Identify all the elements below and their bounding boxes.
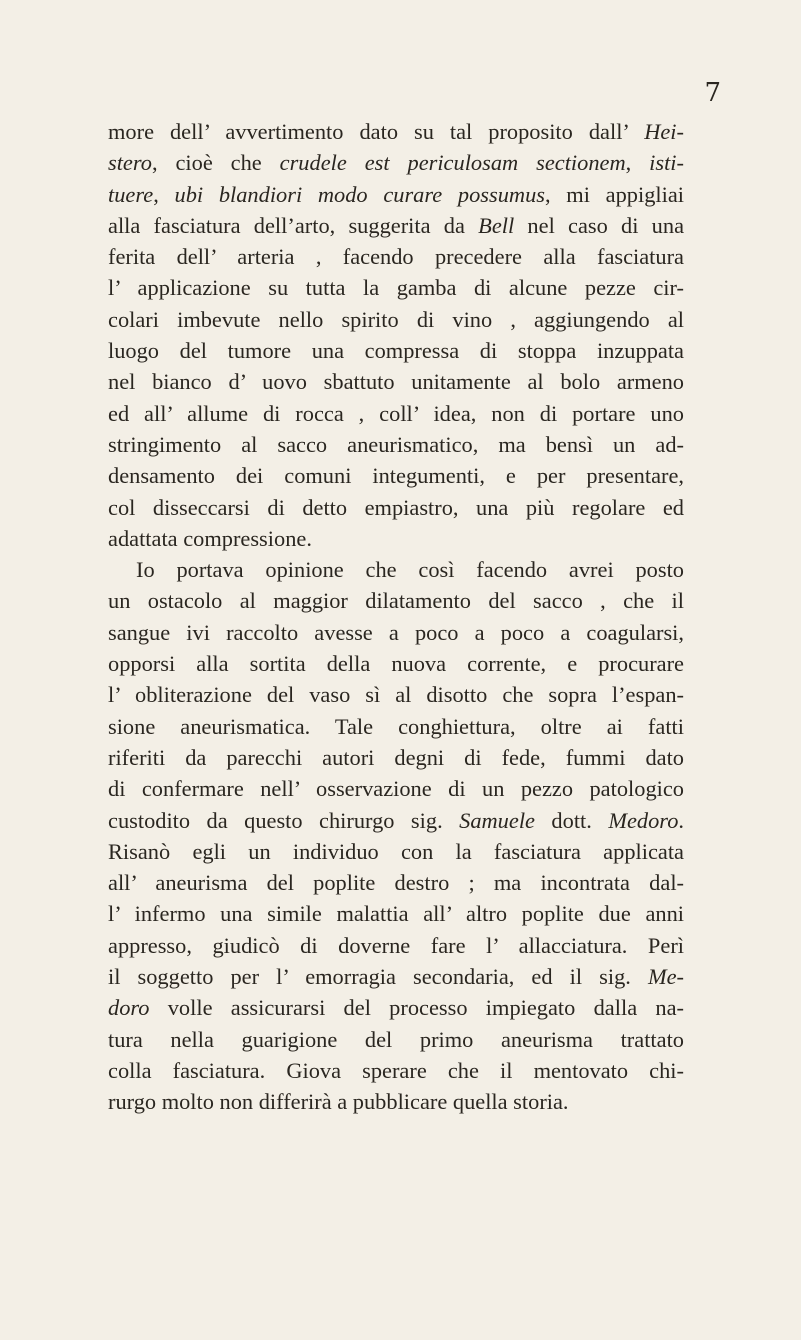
text-line [108, 617, 684, 648]
text-line [108, 492, 684, 523]
text-line [108, 930, 684, 961]
text-line [108, 241, 684, 272]
body-text [108, 116, 684, 1118]
italic-text: isti- [649, 150, 684, 176]
text-segment: Io portava opinione che così facendo avrei posto [136, 557, 684, 583]
text-line [108, 147, 684, 178]
text-segment: adattata compressione. [108, 525, 312, 551]
italic-text: tuere [108, 181, 154, 207]
text-line [108, 554, 684, 585]
text-segment: sangue ivi raccolto avesse a poco a poco a coagularsi, [108, 619, 684, 645]
page-number: 7 [704, 78, 721, 108]
text-segment: all’ aneurisma del poplite destro ; ma incontrata dal- [108, 870, 684, 896]
italic-text: doro [108, 995, 150, 1021]
text-segment: di confermare nell’ osservazione di un pezzo patologico [108, 776, 684, 802]
text-line [108, 116, 684, 147]
text-segment: nel bianco d’ uovo sbattuto unitamente al bolo armeno [108, 369, 684, 395]
text-segment: luogo del tumore una compressa di stoppa inzuppata [108, 338, 684, 364]
text-line [108, 179, 684, 210]
text-segment: sione aneurismatica. Tale conghiettura, oltre ai fatti [108, 713, 684, 739]
text-segment: opporsi alla sortita della nuova corrente, e procurare [108, 651, 684, 677]
text-line [108, 585, 684, 616]
text-line [108, 648, 684, 679]
text-line [108, 773, 684, 804]
text-line [108, 867, 684, 898]
text-segment: l’ obliterazione del vaso sì al disotto che sopra l’espan- [108, 682, 684, 708]
text-line [108, 679, 684, 710]
text-segment: colari imbevute nello spirito di vino , aggiungendo al [108, 306, 684, 332]
italic-text: crudele est periculosam sectionem [279, 150, 626, 176]
italic-text: Hei- [644, 119, 684, 144]
text-line [108, 398, 684, 429]
text-line [108, 836, 684, 867]
italic-text: Medoro [608, 807, 679, 833]
italic-text: Samuele [459, 807, 535, 833]
text-segment: tura nella guarigione del primo aneurisma trattato [108, 1026, 684, 1052]
text-segment: l’ applicazione su tutta la gamba di alcune pezze cir- [108, 275, 684, 301]
text-segment: rurgo molto non differirà a pubblicare quella storia. [108, 1089, 569, 1115]
text-line [108, 805, 684, 836]
text-line [108, 711, 684, 742]
text-segment: riferiti da parecchi autori degni di fede, fummi dato [108, 744, 684, 770]
text-segment: col disseccarsi di detto empiastro, una più regolare ed [108, 494, 684, 520]
italic-text: ubi blandiori modo curare possumus [174, 181, 545, 207]
text-line [108, 304, 684, 335]
text-line [108, 898, 684, 929]
text-line [108, 366, 684, 397]
text-line [108, 210, 684, 241]
text-segment: dott. [534, 807, 609, 833]
text-segment: il soggetto per l’ emorragia secondaria, ed il sig. [108, 964, 648, 990]
text-segment: stringimento al sacco aneurismatico, ma bensì un ad- [108, 431, 684, 457]
text-segment: custodito da questo chirurgo sig. [108, 807, 460, 833]
text-segment: , mi appigliai [545, 181, 684, 207]
text-segment: , [625, 150, 650, 176]
text-segment: nel caso di una [514, 212, 685, 238]
text-segment: appresso, giudicò di doverne fare l’ allacciatura. Perì [108, 932, 684, 958]
text-line [108, 1024, 684, 1055]
text-line [108, 992, 684, 1023]
text-segment: , cioè che [151, 150, 280, 176]
text-line [108, 523, 684, 554]
text-line [108, 272, 684, 303]
text-line [108, 742, 684, 773]
text-segment: colla fasciatura. Giova sperare che il mentovato chi- [108, 1057, 684, 1083]
text-line [108, 1055, 684, 1086]
text-segment: l’ infermo una simile malattia all’ altro poplite due anni [108, 901, 684, 927]
text-line [108, 429, 684, 460]
text-line [108, 961, 684, 992]
text-segment: alla fasciatura dell’arto, suggerita da [108, 212, 479, 238]
text-line [108, 1086, 684, 1117]
text-line [108, 460, 684, 491]
text-segment: un ostacolo al maggior dilatamento del sacco , che il [108, 588, 684, 614]
text-segment: more dell’ avvertimento dato su tal proposito dall’ [108, 119, 645, 144]
text-segment: ed all’ allume di rocca , coll’ idea, non di portare uno [108, 400, 684, 426]
italic-text: Me- [647, 964, 684, 990]
text-segment: volle assicurarsi del processo impiegato dalla na- [149, 995, 684, 1021]
text-segment: . [678, 807, 684, 833]
italic-text: Bell [478, 212, 515, 238]
text-segment: , [153, 181, 175, 207]
text-segment: Risanò egli un individuo con la fasciatura applicata [108, 838, 684, 864]
text-line [108, 335, 684, 366]
text-segment: densamento dei comuni integumenti, e per presentare, [108, 463, 684, 489]
italic-text: stero [108, 150, 152, 176]
text-segment: ferita dell’ arteria , facendo precedere alla fasciatura [108, 244, 684, 270]
